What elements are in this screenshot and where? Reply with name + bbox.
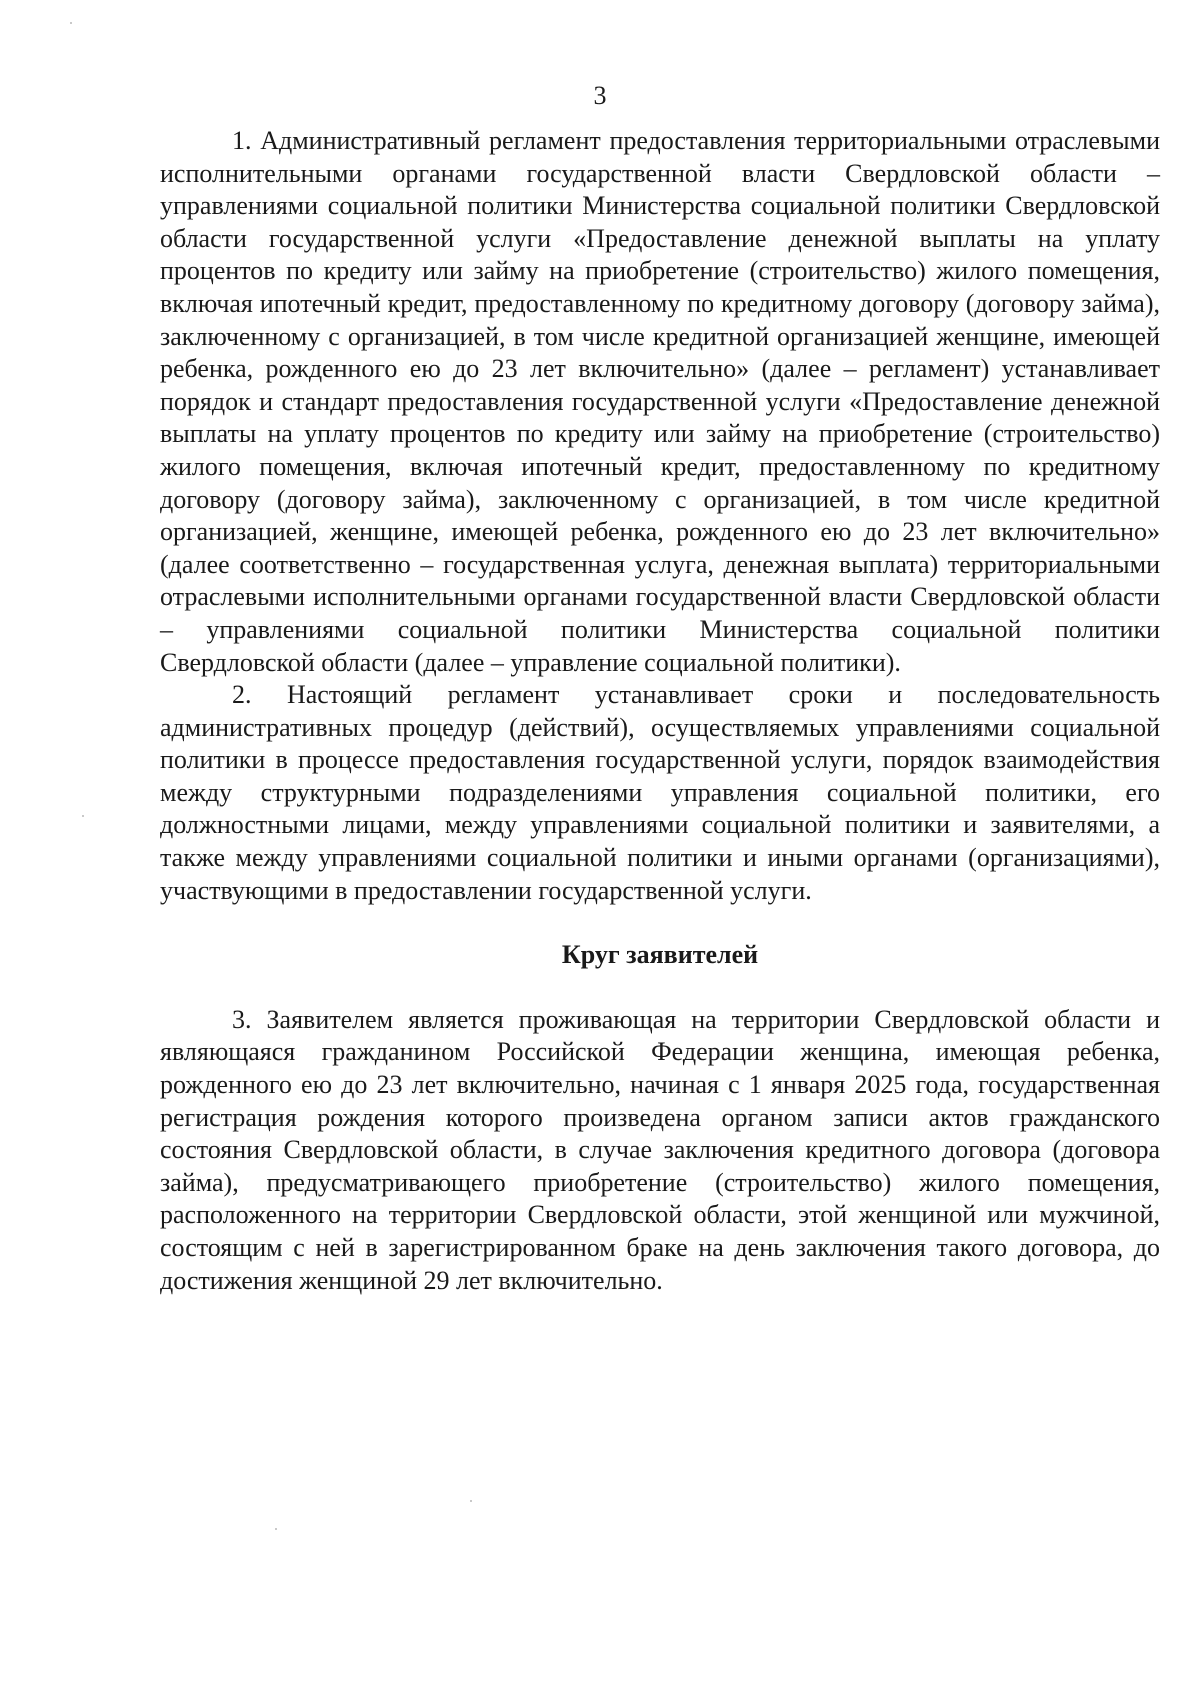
paragraph-3: 3. Заявителем является проживающая на территории Свердловской области и являющаяся гражданином Российской Федерации женщина, имеющая ребенка, рожденного ею до 23 лет включительно, начиная с 1 января 2025 года, государственная регистрация рождения которого произведена органом записи актов гражданского состояния Свердловской области, в случае заключения кредитного договора (договора займа), предусматривающего приобретение (строительство) жилого помещения, расположенного на территории Свердловской области, этой женщиной или мужчиной, состоящим с ней в зарегистрированном браке на день заключения такого договора, до достижения женщиной 29 лет включительно. [160,1004,1160,1295]
scan-speck [70,22,72,24]
paragraph-2: 2. Настоящий регламент устанавливает сроки и последовательность административных процедур (действий), осуществляемых управлениями социальной политики в процессе предоставления государственной услуги, порядок взаимодействия между структурными подразделениями управления социальной политики, его должностными лицами, между управлениями социальной политики и заявителями, а также между управлениями социальной политики и иными органами (организациями), участвующими в предоставлении государственной услуги. [160,680,1160,905]
scan-speck [470,1500,472,1502]
scan-speck [275,1528,277,1530]
paragraph-1: 1. Административный регламент предоставления территориальными отраслевыми исполнительными органами государственной власти Свердловской области – управлениями социальной политики Министерства социальной политики Свердловской области государственной услуги «Предоставление денежной выплаты на уплату процентов по кредиту или займу на приобретение (строительство) жилого помещения, включая ипотечный кредит, предоставленному по кредитному договору (договору займа), заключенному с организацией, в том числе кредитной организацией женщине, имеющей ребенка, рожденного ею до 23 лет включительно» (далее – регламент) устанавливает порядок и стандарт предоставления государственной услуги «Предоставление денежной выплаты на уплату процентов по кредиту или займу на приобретение (строительство) жилого помещения, включая ипотечный кредит, предоставленному по кредитному договору (договору займа), заключенному с организацией, в том числе кредитной организацией, женщине, имеющей ребенка, рожденного ею до 23 лет включительно» (далее соответственно – государственная услуга, денежная выплата) территориальными отраслевыми исполнительными органами государственной власти Свердловской области – управлениями социальной политики Министерства социальной политики Свердловской области (далее – управление социальной политики). [160,126,1160,677]
document-body [160,125,1160,1297]
page-number: 3 [593,81,607,110]
section-heading: Круг заявителей [561,940,759,970]
scan-speck [82,815,84,817]
